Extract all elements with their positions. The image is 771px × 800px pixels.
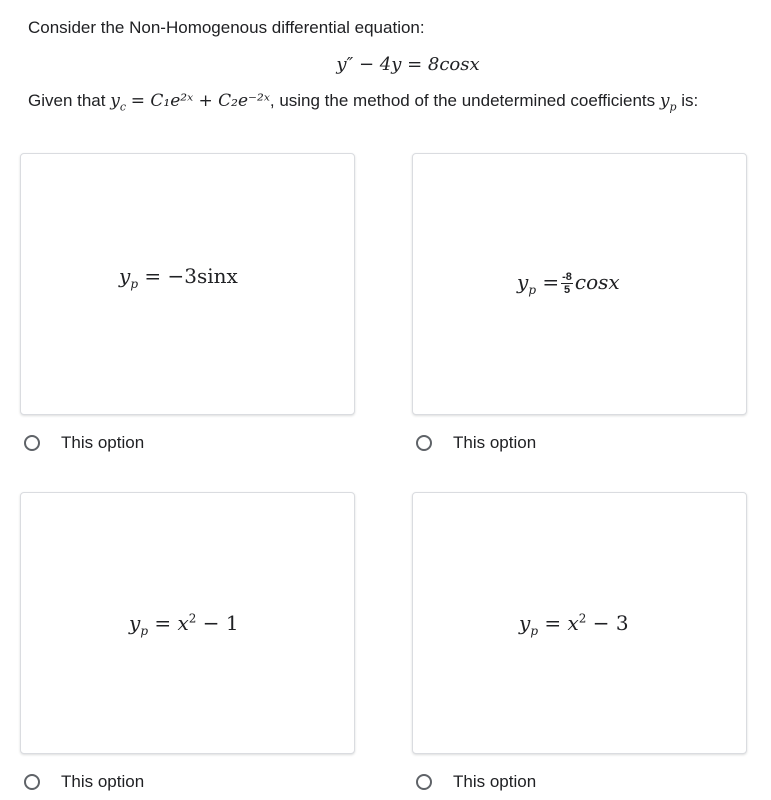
option-4-radio-row[interactable] — [416, 772, 536, 792]
given-prefix: Given that — [28, 91, 111, 110]
option-4-radio[interactable] — [416, 774, 432, 790]
option-3-formula: $y_p = x^2 - 1$ — [129, 611, 239, 638]
option-1-label[interactable]: This option — [61, 433, 145, 452]
option-4-rhs-prefix: = x — [544, 611, 579, 635]
yp-symbol: $y_p$ — [659, 91, 677, 114]
option-3-label[interactable]: This option — [61, 772, 145, 791]
option-2-frac-num: -8 — [562, 271, 572, 283]
given-statement — [28, 88, 698, 120]
option-1-formula: $y_p = -3\sin x$ — [119, 264, 238, 291]
question-intro: Consider the Non-Homogenous differential equation: — [28, 18, 425, 37]
option-3-exponent: 2 — [188, 611, 197, 626]
given-end: is: — [676, 91, 699, 110]
option-3-radio-row[interactable] — [24, 772, 144, 792]
option-2-radio-row[interactable] — [416, 433, 536, 453]
option-4-exponent: 2 — [578, 611, 587, 626]
equation-text: y″ − 4y = 8cosx — [336, 54, 480, 75]
option-3-rhs-suffix: − 1 — [196, 611, 239, 635]
option-2-frac-den: 5 — [563, 284, 571, 296]
option-4-formula: $y_p = x^2 - 3$ — [519, 611, 629, 638]
option-2-rhs-prefix: = — [542, 270, 560, 294]
option-2-rhs-suffix: cosx — [574, 270, 620, 294]
option-card-4[interactable] — [412, 492, 747, 754]
option-4-label[interactable]: This option — [453, 772, 537, 791]
option-1-radio[interactable] — [24, 435, 40, 451]
option-2-label[interactable]: This option — [453, 433, 537, 452]
option-card-2[interactable] — [412, 153, 747, 415]
given-suffix: , using the method of the undetermined coefficients — [269, 91, 660, 110]
yc-symbol: $y_c$ — [110, 91, 126, 114]
option-3-radio[interactable] — [24, 774, 40, 790]
option-4-rhs-suffix: − 3 — [586, 611, 629, 635]
option-card-1[interactable] — [20, 153, 355, 415]
option-2-formula: $y_p$ = $\frac{-8}{5}$ cosx — [517, 270, 620, 297]
yc-expression: = C₁e²ˣ + C₂e⁻²ˣ — [130, 91, 270, 111]
option-1-radio-row[interactable] — [24, 433, 144, 453]
option-2-fraction — [561, 271, 573, 296]
option-2-radio[interactable] — [416, 435, 432, 451]
differential-equation — [0, 52, 771, 78]
option-3-rhs-prefix: = x — [154, 611, 189, 635]
option-card-3[interactable] — [20, 492, 355, 754]
option-1-rhs: = −3sinx — [144, 264, 238, 288]
